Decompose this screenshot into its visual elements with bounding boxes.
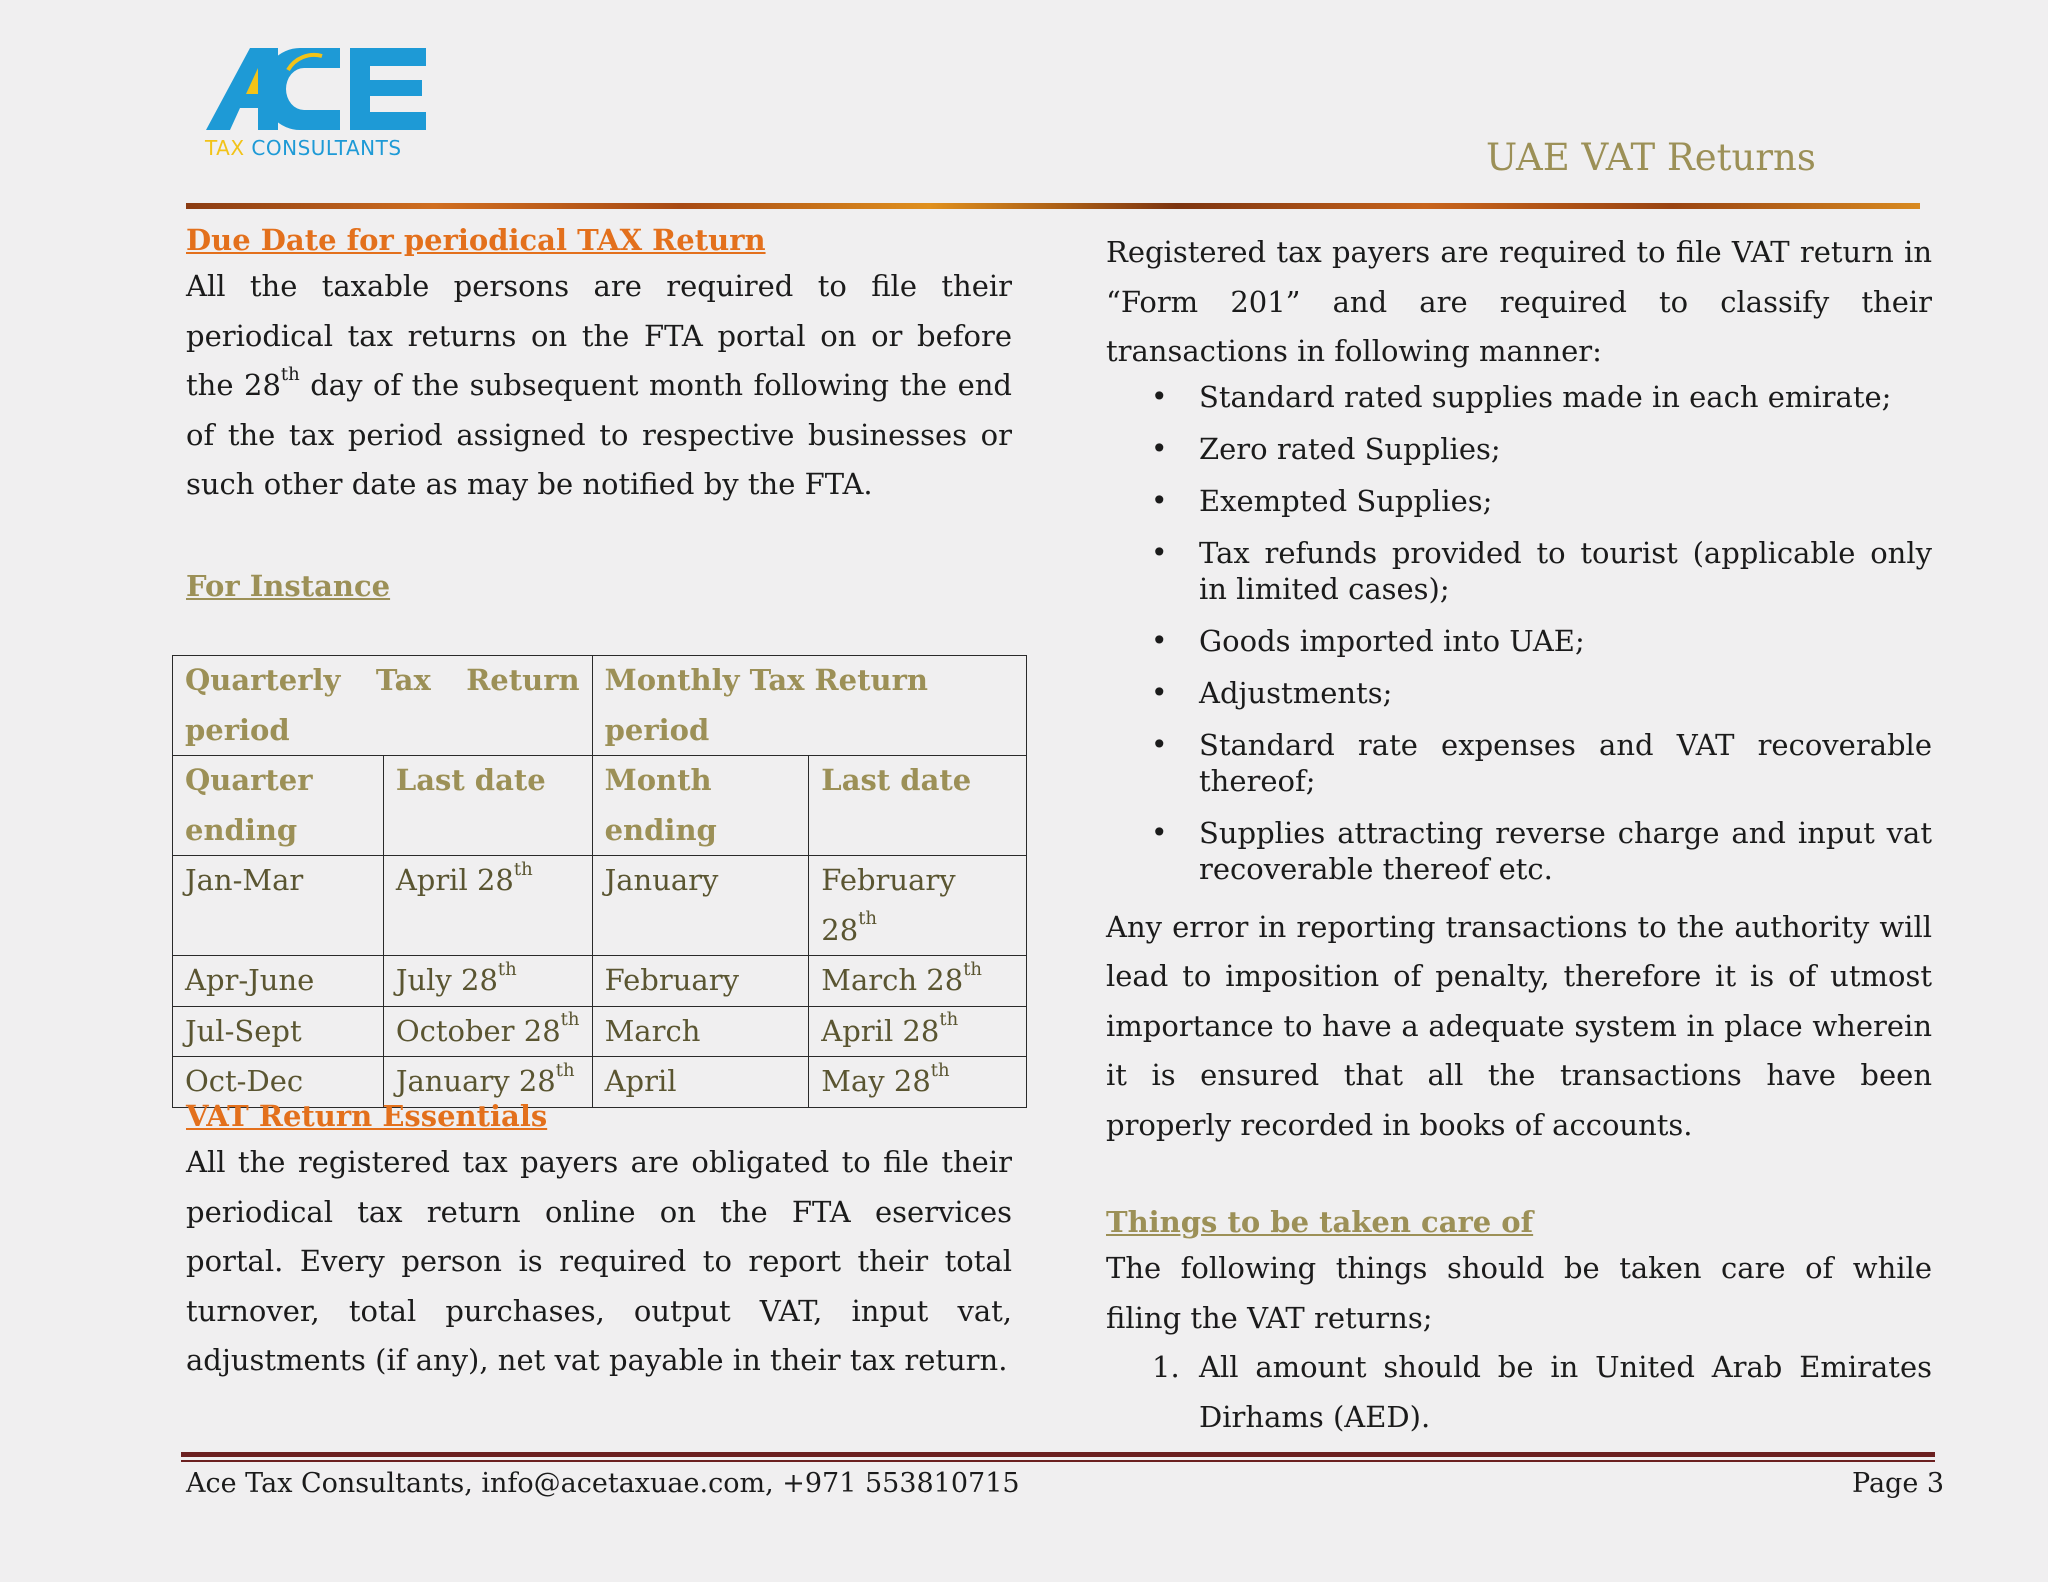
table-cell: April 28th	[383, 856, 592, 956]
table-cell: Jul-Sept	[173, 1006, 384, 1057]
list-item: • Standard rated supplies made in each emirate;	[1106, 379, 1932, 415]
list-item: 1. All amount should be in United Arab Emirates Dirhams (AED).	[1152, 1350, 1932, 1434]
form-201-intro: Registered tax payers are required to file VAT return in “Form 201” and are required to classify their transactions in following manner:	[1106, 235, 1932, 368]
table-cell: Oct-Dec	[173, 1057, 384, 1108]
table-row	[173, 1006, 1027, 1057]
list-item: • Standard rate expenses and VAT recoverable thereof;	[1106, 727, 1932, 799]
table-cell: July 28th	[383, 956, 592, 1007]
essentials-section	[186, 1094, 1012, 1386]
table-row	[173, 956, 1027, 1007]
care-list	[1106, 1343, 1932, 1442]
left-column	[186, 218, 1012, 608]
essentials-heading: VAT Return Essentials	[186, 1099, 548, 1133]
table-cell: March	[592, 1006, 809, 1057]
table-subheader-row	[173, 756, 1027, 856]
table-cell: Apr-June	[173, 956, 384, 1007]
list-item: • Tax refunds provided to tourist (applicable only in limited cases);	[1106, 535, 1932, 607]
column-header: Month ending	[592, 756, 809, 856]
tax-period-table	[172, 655, 1027, 1108]
due-date-paragraph: All the taxable persons are required to file their periodical tax returns on the FTA portal on or before the 28th day of the subsequent month following the end of the tax period assigned to respective businesses or such other date as may be notified by the FTA.	[186, 269, 1012, 501]
footer-divider	[181, 1452, 1935, 1457]
monthly-header-cell: Monthly Tax Return period	[592, 656, 1026, 756]
list-item: • Zero rated Supplies;	[1106, 431, 1932, 467]
list-item: • Exempted Supplies;	[1106, 483, 1932, 519]
right-column	[1106, 228, 1932, 1442]
column-header: Last date	[809, 756, 1027, 856]
table-cell: March 28th	[809, 956, 1027, 1007]
care-heading: Things to be taken care of	[1106, 1205, 1534, 1239]
care-intro: The following things should be taken care of while filing the VAT returns;	[1106, 1251, 1932, 1335]
for-instance-heading: For Instance	[186, 568, 391, 603]
table-header-row	[173, 656, 1027, 756]
table-cell: February	[592, 956, 809, 1007]
quarterly-header-cell: Quarterly Tax Return period	[173, 656, 593, 756]
footer-divider-thin	[181, 1460, 1935, 1462]
table-cell: Jan-Mar	[173, 856, 384, 956]
list-item: • Goods imported into UAE;	[1106, 623, 1932, 659]
list-item: • Supplies attracting reverse charge and input vat recoverable thereof etc.	[1106, 815, 1932, 887]
table-cell: January 28th	[383, 1057, 592, 1108]
footer-contact: Ace Tax Consultants, info@acetaxuae.com, +971 553810715	[186, 1468, 1020, 1499]
due-date-heading: Due Date for periodical TAX Return	[186, 223, 766, 257]
table-cell: April	[592, 1057, 809, 1108]
essentials-paragraph: All the registered tax payers are obligated to file their periodical tax return online on the FTA eservices portal. Every person is required to report their total turnover, total purchases, output VAT, input vat, adjustments (if any), net vat payable in their tax return.	[186, 1145, 1012, 1377]
column-header: Last date	[383, 756, 592, 856]
table-cell: October 28th	[383, 1006, 592, 1057]
logo-tagline: TAX CONSULTANTS	[205, 136, 402, 160]
table-cell: May 28th	[809, 1057, 1027, 1108]
table-cell: January	[592, 856, 809, 956]
column-header: Quarter ending	[173, 756, 384, 856]
list-item: • Adjustments;	[1106, 675, 1932, 711]
error-paragraph: Any error in reporting transactions to the authority will lead to imposition of penalty, therefore it is of utmost importance to have a adequate system in place wherein it is ensured that all the transactions have been properly recorded in books of accounts.	[1106, 909, 1932, 1142]
header-divider	[186, 203, 1920, 209]
classification-list	[1106, 379, 1932, 887]
table-cell: April 28th	[809, 1006, 1027, 1057]
page-number: Page 3	[1852, 1468, 1945, 1499]
table-cell: February 28th	[809, 856, 1027, 956]
document-title: UAE VAT Returns	[1486, 136, 1816, 179]
table-row	[173, 856, 1027, 956]
